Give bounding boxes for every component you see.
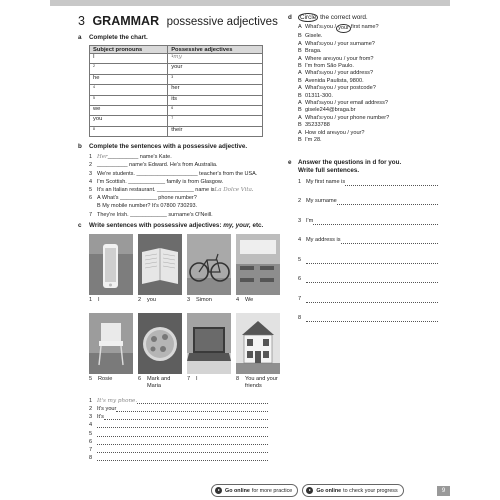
pronoun-chart [89, 45, 263, 137]
footer-buttons [211, 484, 404, 497]
section-b-sentences [89, 153, 278, 219]
answer-line[interactable]: 1 It's my phone. [89, 397, 278, 405]
photo-caption: 5 Rosie [89, 375, 113, 382]
subject-pronoun-cell[interactable]: I [90, 54, 168, 64]
sentence-line: 1 Her __________ name's Kate. [89, 154, 172, 161]
page-number: 9 [437, 486, 450, 496]
answer-line[interactable]: 6 [298, 276, 438, 296]
possessive-adjective-cell[interactable]: $^1$my [168, 54, 263, 64]
photo-caption: 1 I [89, 296, 100, 303]
right-column [288, 14, 438, 335]
grammar-topic: possessive adjectives [166, 16, 278, 28]
subject-pronoun-cell[interactable]: 8 [90, 126, 168, 136]
chart-row [90, 95, 263, 105]
answer-line[interactable]: 3 I'm [298, 218, 438, 238]
answer-line[interactable]: 5 [298, 257, 438, 277]
photo-caption: 2 you [138, 296, 157, 303]
photo-phone [89, 234, 133, 295]
answer-line[interactable]: 3 It's [89, 413, 278, 421]
possessive-adjective-cell[interactable]: your [168, 64, 263, 74]
circled-answer: your [336, 24, 351, 33]
possessive-adjective-cell[interactable]: its [168, 95, 263, 105]
go-online-practice-button[interactable]: Go online for more practice [211, 484, 298, 497]
answer-line[interactable]: 7 [89, 446, 278, 454]
possessive-adjective-cell[interactable]: her [168, 85, 263, 95]
grammar-label: GRAMMAR [92, 14, 160, 28]
answer-line[interactable]: 8 [89, 454, 278, 462]
photo-grid [89, 234, 278, 395]
dialog-line: A How old are 8 you / your? [298, 129, 365, 136]
section-c-answer-lines [89, 397, 278, 463]
photo-caption: 4 We [236, 296, 254, 303]
photo-book [138, 234, 182, 295]
sentence-line: B My mobile number? It's 07800 730293. [97, 203, 198, 210]
answer-line[interactable]: 5 [89, 430, 278, 438]
sentence-line: 3 We're students. ____________________ teacher's from the USA. [89, 170, 258, 177]
answer-line[interactable]: 4 [89, 421, 278, 429]
photo-caption: 6 Mark and Maria [138, 375, 171, 389]
dialog-line: B gisele244@braga.br [298, 107, 356, 114]
dialog-line: B 01311-300. [298, 92, 333, 99]
chart-row [90, 105, 263, 115]
play-icon [215, 487, 222, 494]
left-column [78, 14, 278, 462]
subject-pronoun-cell[interactable]: 4 [90, 85, 168, 95]
section-e-title: e Answer the questions in d for you. Write full sentences. [288, 158, 402, 174]
photo-chair [89, 313, 133, 374]
possessive-adjective-cell[interactable]: 7 [168, 116, 263, 126]
section-a-title: a Complete the chart. [78, 34, 148, 41]
photo-classroom [236, 234, 280, 295]
answer-line[interactable]: 1 My first name is [298, 179, 438, 199]
dialog-line: A What's 6 you / your email address? [298, 100, 388, 107]
dialog-line: B I'm 28. [298, 137, 322, 144]
answer-line[interactable]: 4 My address is [298, 237, 438, 257]
answer-line[interactable]: 2 My surname [298, 198, 438, 218]
possessive-adjective-cell[interactable]: 6 [168, 105, 263, 115]
subject-pronoun-cell[interactable]: he [90, 74, 168, 84]
dialog-line: B Gisele. [298, 33, 323, 40]
sentence-line: 6 A What's ____________ phone number? [89, 195, 197, 202]
subject-pronoun-cell[interactable]: 5 [90, 95, 168, 105]
subject-pronoun-cell[interactable]: you [90, 116, 168, 126]
answer-line[interactable]: 2 It's your [89, 405, 278, 413]
sentence-line: 5 It's an Italian restaurant. ____________ name is La Dolce Vita . [89, 186, 254, 193]
chart-header-subject: Subject pronouns [90, 46, 168, 54]
dialog-line: A What's 2 you / your surname? [298, 40, 375, 47]
chart-header-possessive: Possessive adjectives [168, 46, 263, 54]
chart-row [90, 64, 263, 74]
dialog-line: B Braga. [298, 48, 322, 55]
section-e-answer-lines [298, 179, 438, 335]
subject-pronoun-cell[interactable]: 2 [90, 64, 168, 74]
possessive-adjective-cell[interactable]: 3 [168, 74, 263, 84]
photo-caption: 3 Simon [187, 296, 212, 303]
photo-pizza [138, 313, 182, 374]
photo-bicycle [187, 234, 231, 295]
dialog-line: B I'm from São Paulo. [298, 63, 354, 70]
answer-line[interactable]: 7 [298, 296, 438, 316]
section-c-title: c Write sentences with possessive adjectives: my, your, etc. [78, 221, 264, 229]
dialog-line: A What's 1 you / your first name? [298, 24, 438, 33]
sentence-line: 7 They're Irish. ____________ surname's O'Neill. [89, 211, 213, 218]
dialog-line: A What's 5 you / your postcode? [298, 85, 376, 92]
answer-line[interactable]: 8 [298, 315, 438, 335]
photo-caption: 7 I [187, 375, 198, 382]
subject-pronoun-cell[interactable]: we [90, 105, 168, 115]
chart-row [90, 116, 263, 126]
chart-row [90, 54, 263, 64]
dialog-line: A What's 4 you / your address? [298, 70, 374, 77]
section-b-title: b Complete the sentences with a possessive adjective. [78, 143, 248, 151]
chart-row [90, 126, 263, 136]
dialog-line: B 35233788 [298, 122, 330, 129]
dialog-line: B Avenida Paulista, 9800. [298, 77, 364, 84]
section-d-title: d Circle the correct word. [288, 14, 368, 21]
go-online-progress-button[interactable]: Go online to check your progress [302, 484, 403, 497]
circle-word: Circle [300, 14, 317, 21]
answer-line[interactable]: 6 [89, 438, 278, 446]
unit-heading [78, 14, 278, 30]
play-icon [306, 487, 313, 494]
dialog-line: A What's 7 you / your phone number? [298, 114, 390, 121]
chart-row [90, 85, 263, 95]
top-bar [50, 0, 450, 6]
dialog-line: A Where are 3 you / your from? [298, 55, 374, 62]
chart-row [90, 74, 263, 84]
sentence-line: 4 I'm Scottish. ____________ family is from Glasgow. [89, 178, 224, 185]
possessive-adjective-cell[interactable]: their [168, 126, 263, 136]
photo-caption: 8 You and your friends [236, 375, 278, 389]
section-d-dialog [298, 24, 438, 145]
photo-house [236, 313, 280, 374]
photo-laptop [187, 313, 231, 374]
sentence-line: 2 __________ name's Edward. He's from Australia. [89, 162, 218, 169]
unit-number: 3 [78, 14, 85, 28]
